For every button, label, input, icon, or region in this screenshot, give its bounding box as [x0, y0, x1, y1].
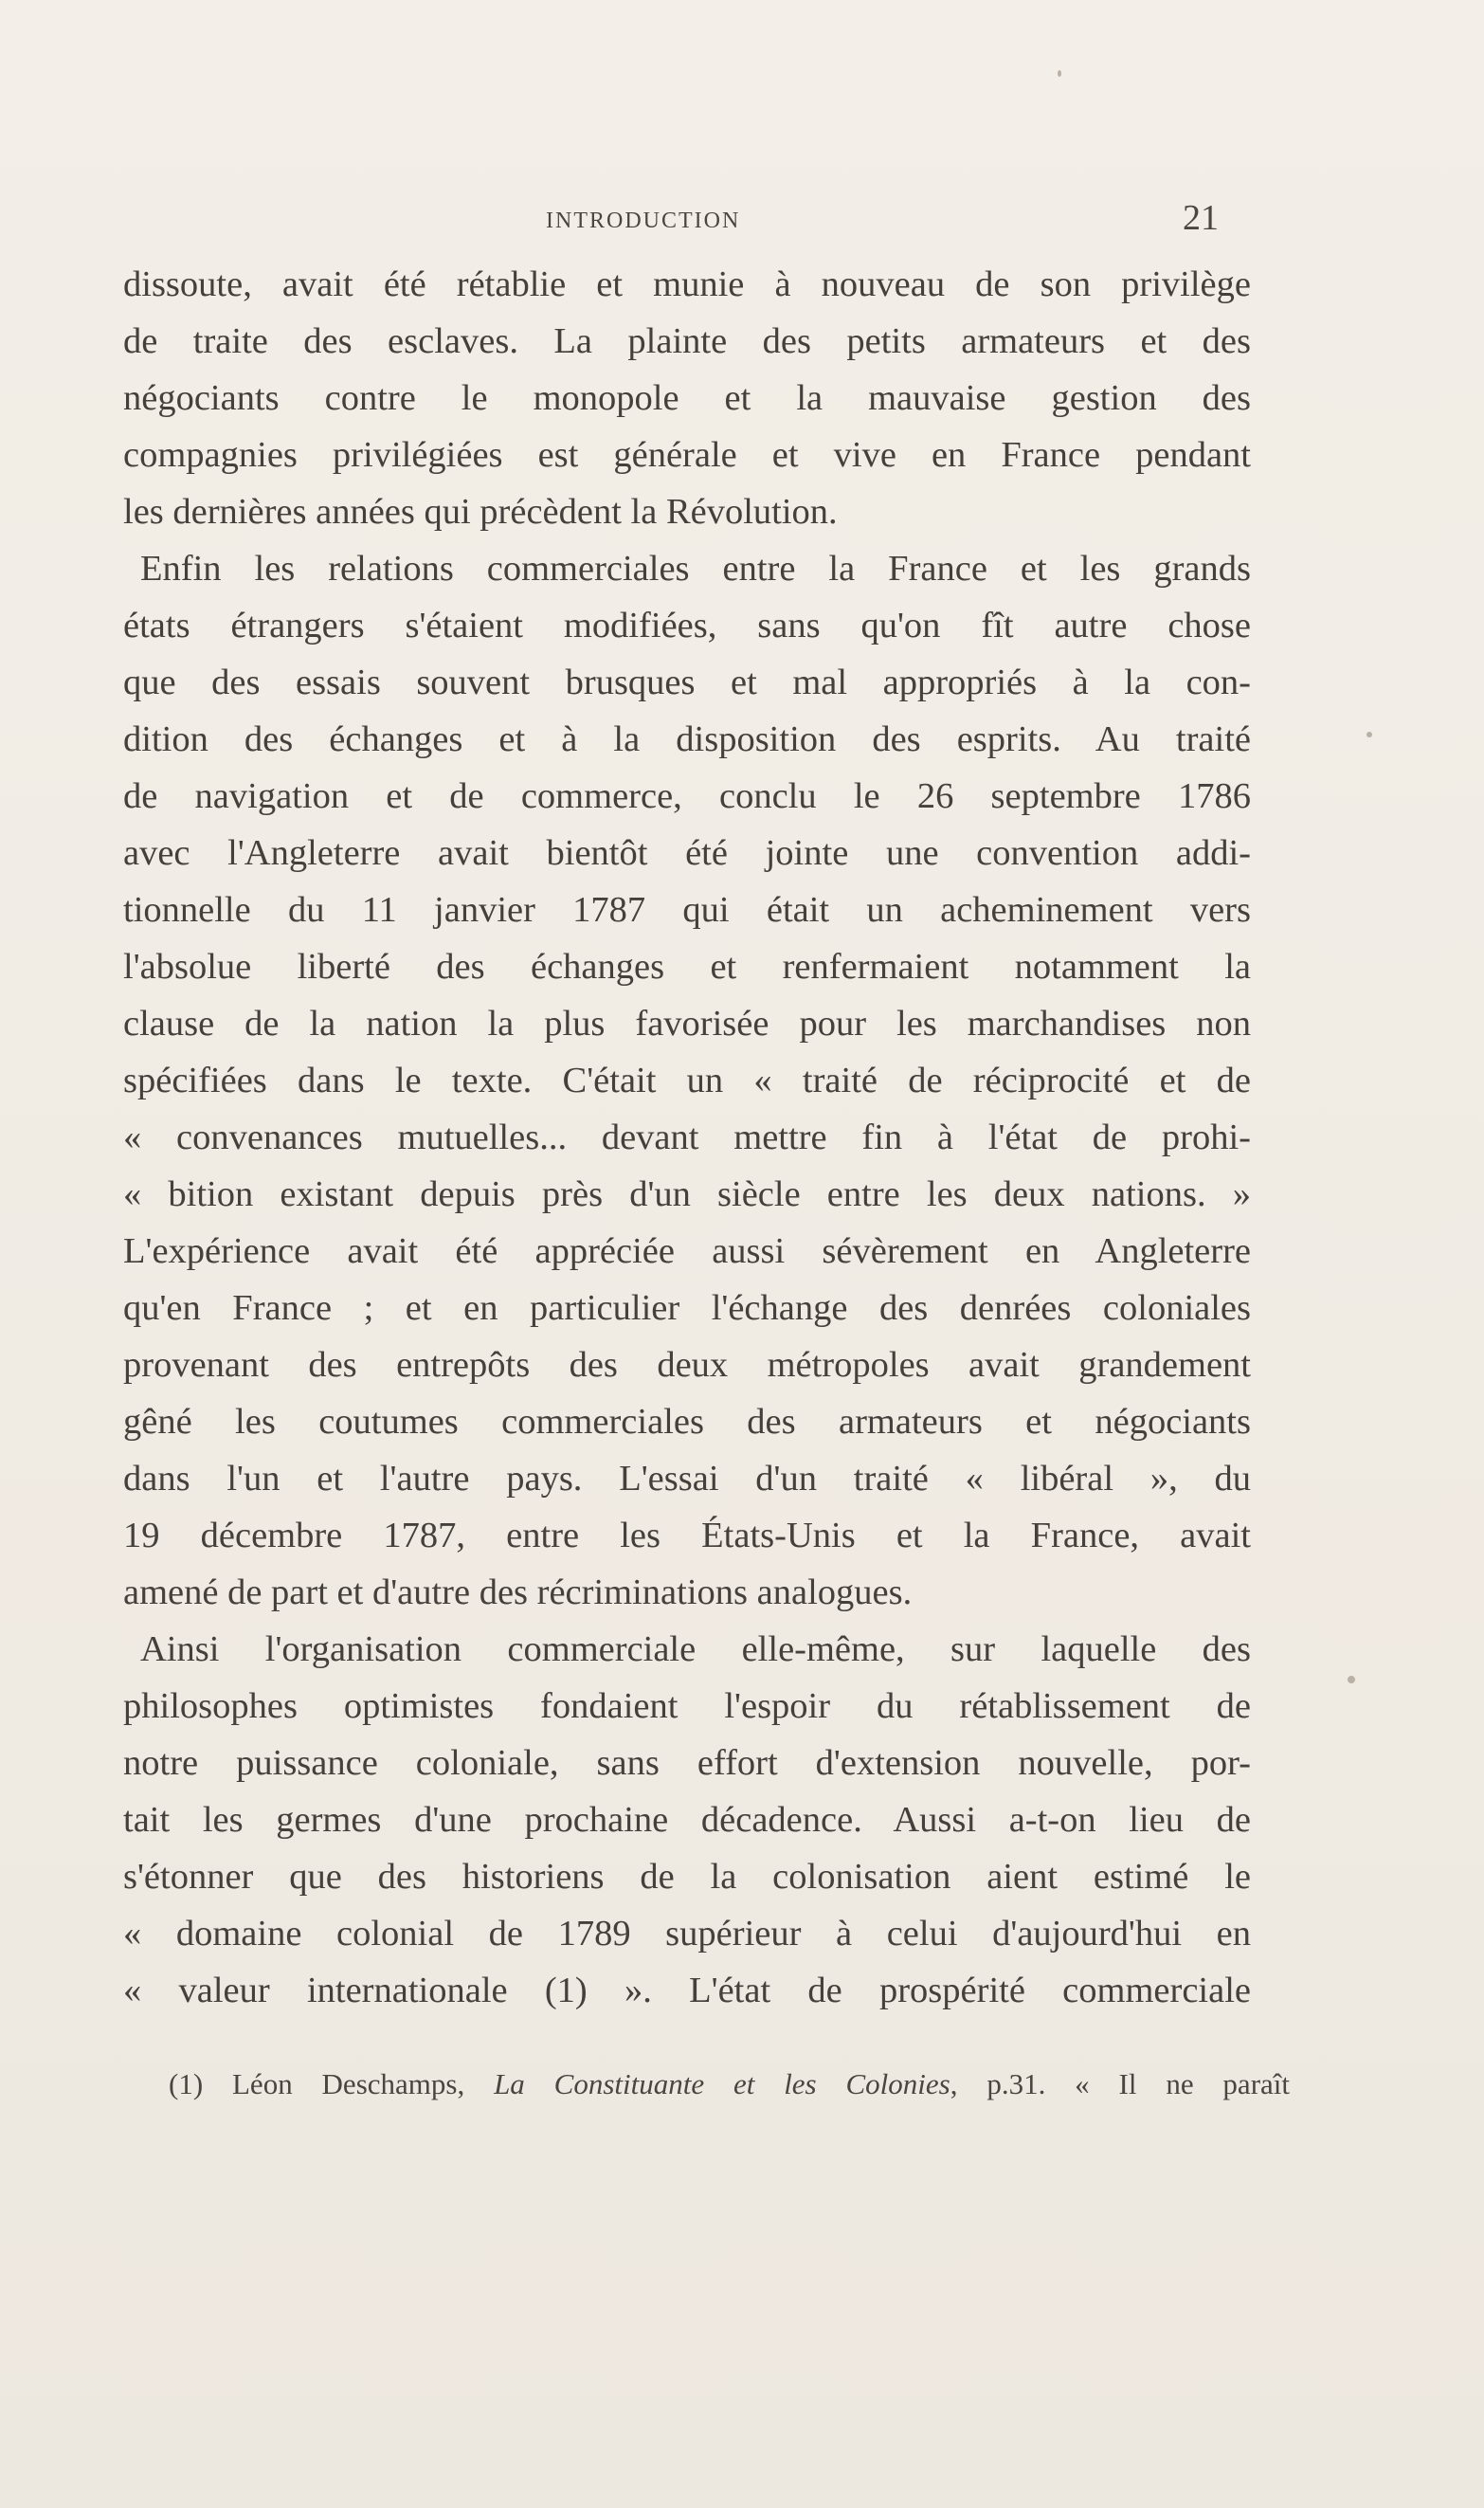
paper-speck [1366, 732, 1372, 737]
paper-speck [1348, 1676, 1355, 1683]
text-line: gêné les coutumes commerciales des armateurs et négociants [123, 1402, 1251, 1442]
text-line: Ainsi l'organisation commerciale elle-même, sur laquelle des [140, 1629, 1251, 1669]
paragraph [123, 540, 1251, 1621]
text-line: philosophes optimistes fondaient l'espoir du rétablissement de [123, 1686, 1251, 1726]
text-line: Enfin les relations commerciales entre la France et les grands [140, 549, 1251, 589]
footnote [169, 2067, 1290, 2101]
text-line: compagnies privilégiées est générale et vive en France pendant [123, 435, 1251, 475]
text-line: s'étonner que des historiens de la colonisation aient estimé le [123, 1857, 1251, 1897]
text-line: que des essais souvent brusques et mal appropriés à la con- [123, 663, 1251, 702]
paragraph [123, 256, 1251, 540]
text-line: notre puissance coloniale, sans effort d'extension nouvelle, por- [123, 1743, 1251, 1783]
text-line: 19 décembre 1787, entre les États-Unis et la France, avait [123, 1516, 1251, 1555]
text-line: amené de part et d'autre des récriminations analogues. [123, 1572, 913, 1612]
text-line: tait les germes d'une prochaine décadence. Aussi a-t-on lieu de [123, 1800, 1251, 1840]
footnote-book-title: La Constituante et les Colonies [494, 2067, 950, 2100]
footnote-tail: , p.31. « Il ne paraît [950, 2067, 1291, 2100]
page-number: 21 [1183, 198, 1219, 238]
text-line: avec l'Angleterre avait bientôt été jointe une convention addi- [123, 833, 1251, 873]
text-line: « domaine colonial de 1789 supérieur à celui d'aujourd'hui en [123, 1914, 1251, 1954]
text-line: dissoute, avait été rétablie et munie à nouveau de son privilège [123, 264, 1251, 304]
text-line: qu'en France ; et en particulier l'échange des denrées coloniales [123, 1288, 1251, 1328]
text-line: l'absolue liberté des échanges et renfermaient notamment la [123, 947, 1251, 987]
text-line: états étrangers s'étaient modifiées, sans qu'on fît autre chose [123, 606, 1251, 645]
text-line: « convenances mutuelles... devant mettre fin à l'état de prohi- [123, 1118, 1251, 1157]
text-line: tionnelle du 11 janvier 1787 qui était un acheminement vers [123, 890, 1251, 930]
footnote-lead: (1) Léon Deschamps, [169, 2067, 495, 2100]
text-line: de navigation et de commerce, conclu le 26 septembre 1786 [123, 776, 1251, 816]
paragraph [123, 1621, 1251, 2019]
text-line: « bition existant depuis près d'un siècle entre les deux nations. » [123, 1174, 1251, 1214]
text-line: négociants contre le monopole et la mauvaise gestion des [123, 378, 1251, 418]
paper-speck [1058, 70, 1061, 77]
text-line: provenant des entrepôts des deux métropoles avait grandement [123, 1345, 1251, 1385]
body-text [123, 256, 1251, 2019]
text-line: les dernières années qui précèdent la Révolution. [123, 492, 838, 532]
text-line: « valeur internationale (1) ». L'état de prospérité commerciale [123, 1971, 1251, 2010]
text-line: dition des échanges et à la disposition des esprits. Au traité [123, 719, 1251, 759]
text-line: L'expérience avait été appréciée aussi sévèrement en Angleterre [123, 1231, 1251, 1271]
text-line: de traite des esclaves. La plainte des petits armateurs et des [123, 321, 1251, 361]
text-line: spécifiées dans le texte. C'était un « traité de réciprocité et de [123, 1061, 1251, 1100]
running-title: INTRODUCTION [546, 209, 741, 233]
text-line: dans l'un et l'autre pays. L'essai d'un traité « libéral », du [123, 1459, 1251, 1499]
running-head [123, 198, 1251, 239]
text-line: clause de la nation la plus favorisée pour les marchandises non [123, 1004, 1251, 1044]
